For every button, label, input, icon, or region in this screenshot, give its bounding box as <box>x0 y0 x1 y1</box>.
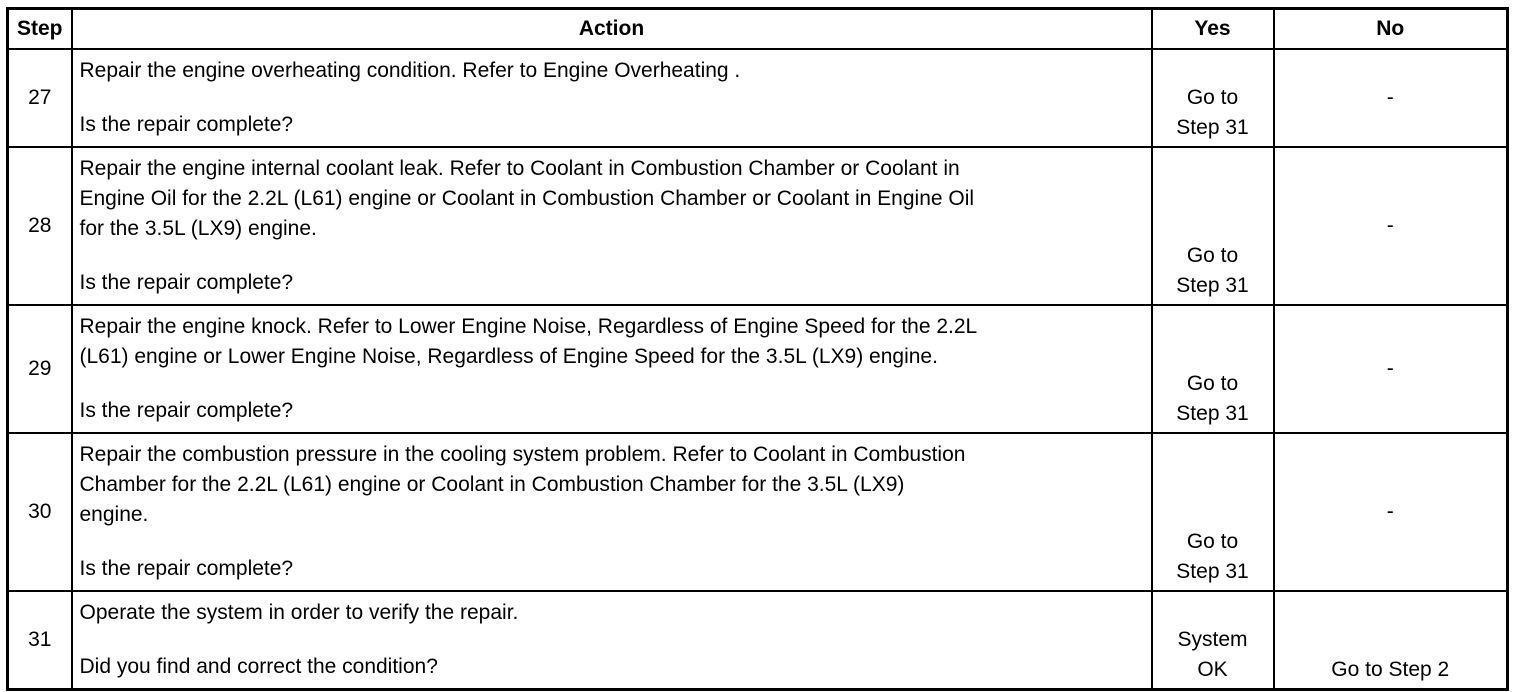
no-cell: - <box>1274 433 1508 591</box>
table-row <box>8 591 1508 690</box>
action-question: Is the repair complete? <box>79 557 294 580</box>
action-question: Is the repair complete? <box>79 399 294 422</box>
step-number: 27 <box>8 49 72 147</box>
yes-text: Go to <box>1186 530 1239 553</box>
table-row <box>8 305 1508 433</box>
yes-text: System <box>1177 628 1248 651</box>
action-text: Engine Oil for the 2.2L (L61) engine or Coolant in Combustion Chamber or Coolant in Engine Oil <box>79 187 975 210</box>
action-text: for the 3.5L (LX9) engine. <box>79 217 317 240</box>
action-cell <box>72 147 1152 305</box>
header-yes: Yes <box>1152 9 1274 50</box>
action-question: Did you find and correct the condition? <box>79 655 438 678</box>
yes-text: Go to <box>1186 86 1239 109</box>
step-number: 29 <box>8 305 72 433</box>
step-number: 31 <box>8 591 72 690</box>
header-no: No <box>1274 9 1508 50</box>
yes-cell <box>1152 305 1274 433</box>
yes-cell <box>1152 49 1274 147</box>
action-text: Repair the engine knock. Refer to Lower Engine Noise, Regardless of Engine Speed for the 2.2L <box>79 315 978 338</box>
action-question: Is the repair complete? <box>79 271 294 294</box>
action-question: Is the repair complete? <box>79 113 294 136</box>
yes-cell <box>1152 147 1274 305</box>
action-text: Repair the engine internal coolant leak. Refer to Coolant in Combustion Chamber or Coolant in <box>79 157 960 180</box>
yes-cell <box>1152 433 1274 591</box>
yes-text: OK <box>1197 658 1228 681</box>
header-step: Step <box>8 9 72 50</box>
action-text: Repair the combustion pressure in the cooling system problem. Refer to Coolant in Combustion <box>79 443 966 466</box>
action-text: Chamber for the 2.2L (L61) engine or Coolant in Combustion Chamber for the 3.5L (LX9) <box>79 473 905 496</box>
header-row <box>8 9 1508 50</box>
action-text: (L61) engine or Lower Engine Noise, Regardless of Engine Speed for the 3.5L (LX9) engine. <box>79 345 938 368</box>
yes-text: Go to <box>1186 372 1239 395</box>
action-cell <box>72 591 1152 690</box>
action-text: Repair the engine overheating condition. Refer to Engine Overheating . <box>79 59 741 82</box>
no-cell: Go to Step 2 <box>1274 591 1508 690</box>
yes-text: Step 31 <box>1176 116 1249 139</box>
yes-text: Step 31 <box>1176 274 1249 297</box>
no-cell: - <box>1274 305 1508 433</box>
header-action: Action <box>72 9 1152 50</box>
diagnostic-table-document <box>6 7 1509 691</box>
table-row <box>8 49 1508 147</box>
action-cell <box>72 305 1152 433</box>
action-text: Operate the system in order to verify the repair. <box>79 601 519 624</box>
action-text: engine. <box>79 503 149 526</box>
action-cell <box>72 49 1152 147</box>
no-cell: - <box>1274 147 1508 305</box>
yes-text: Go to <box>1186 244 1239 267</box>
step-number: 28 <box>8 147 72 305</box>
step-number: 30 <box>8 433 72 591</box>
diagnostic-table <box>6 7 1509 691</box>
no-cell: - <box>1274 49 1508 147</box>
table-row <box>8 433 1508 591</box>
yes-text: Step 31 <box>1176 402 1249 425</box>
yes-cell <box>1152 591 1274 690</box>
action-cell <box>72 433 1152 591</box>
table-row <box>8 147 1508 305</box>
yes-text: Step 31 <box>1176 560 1249 583</box>
